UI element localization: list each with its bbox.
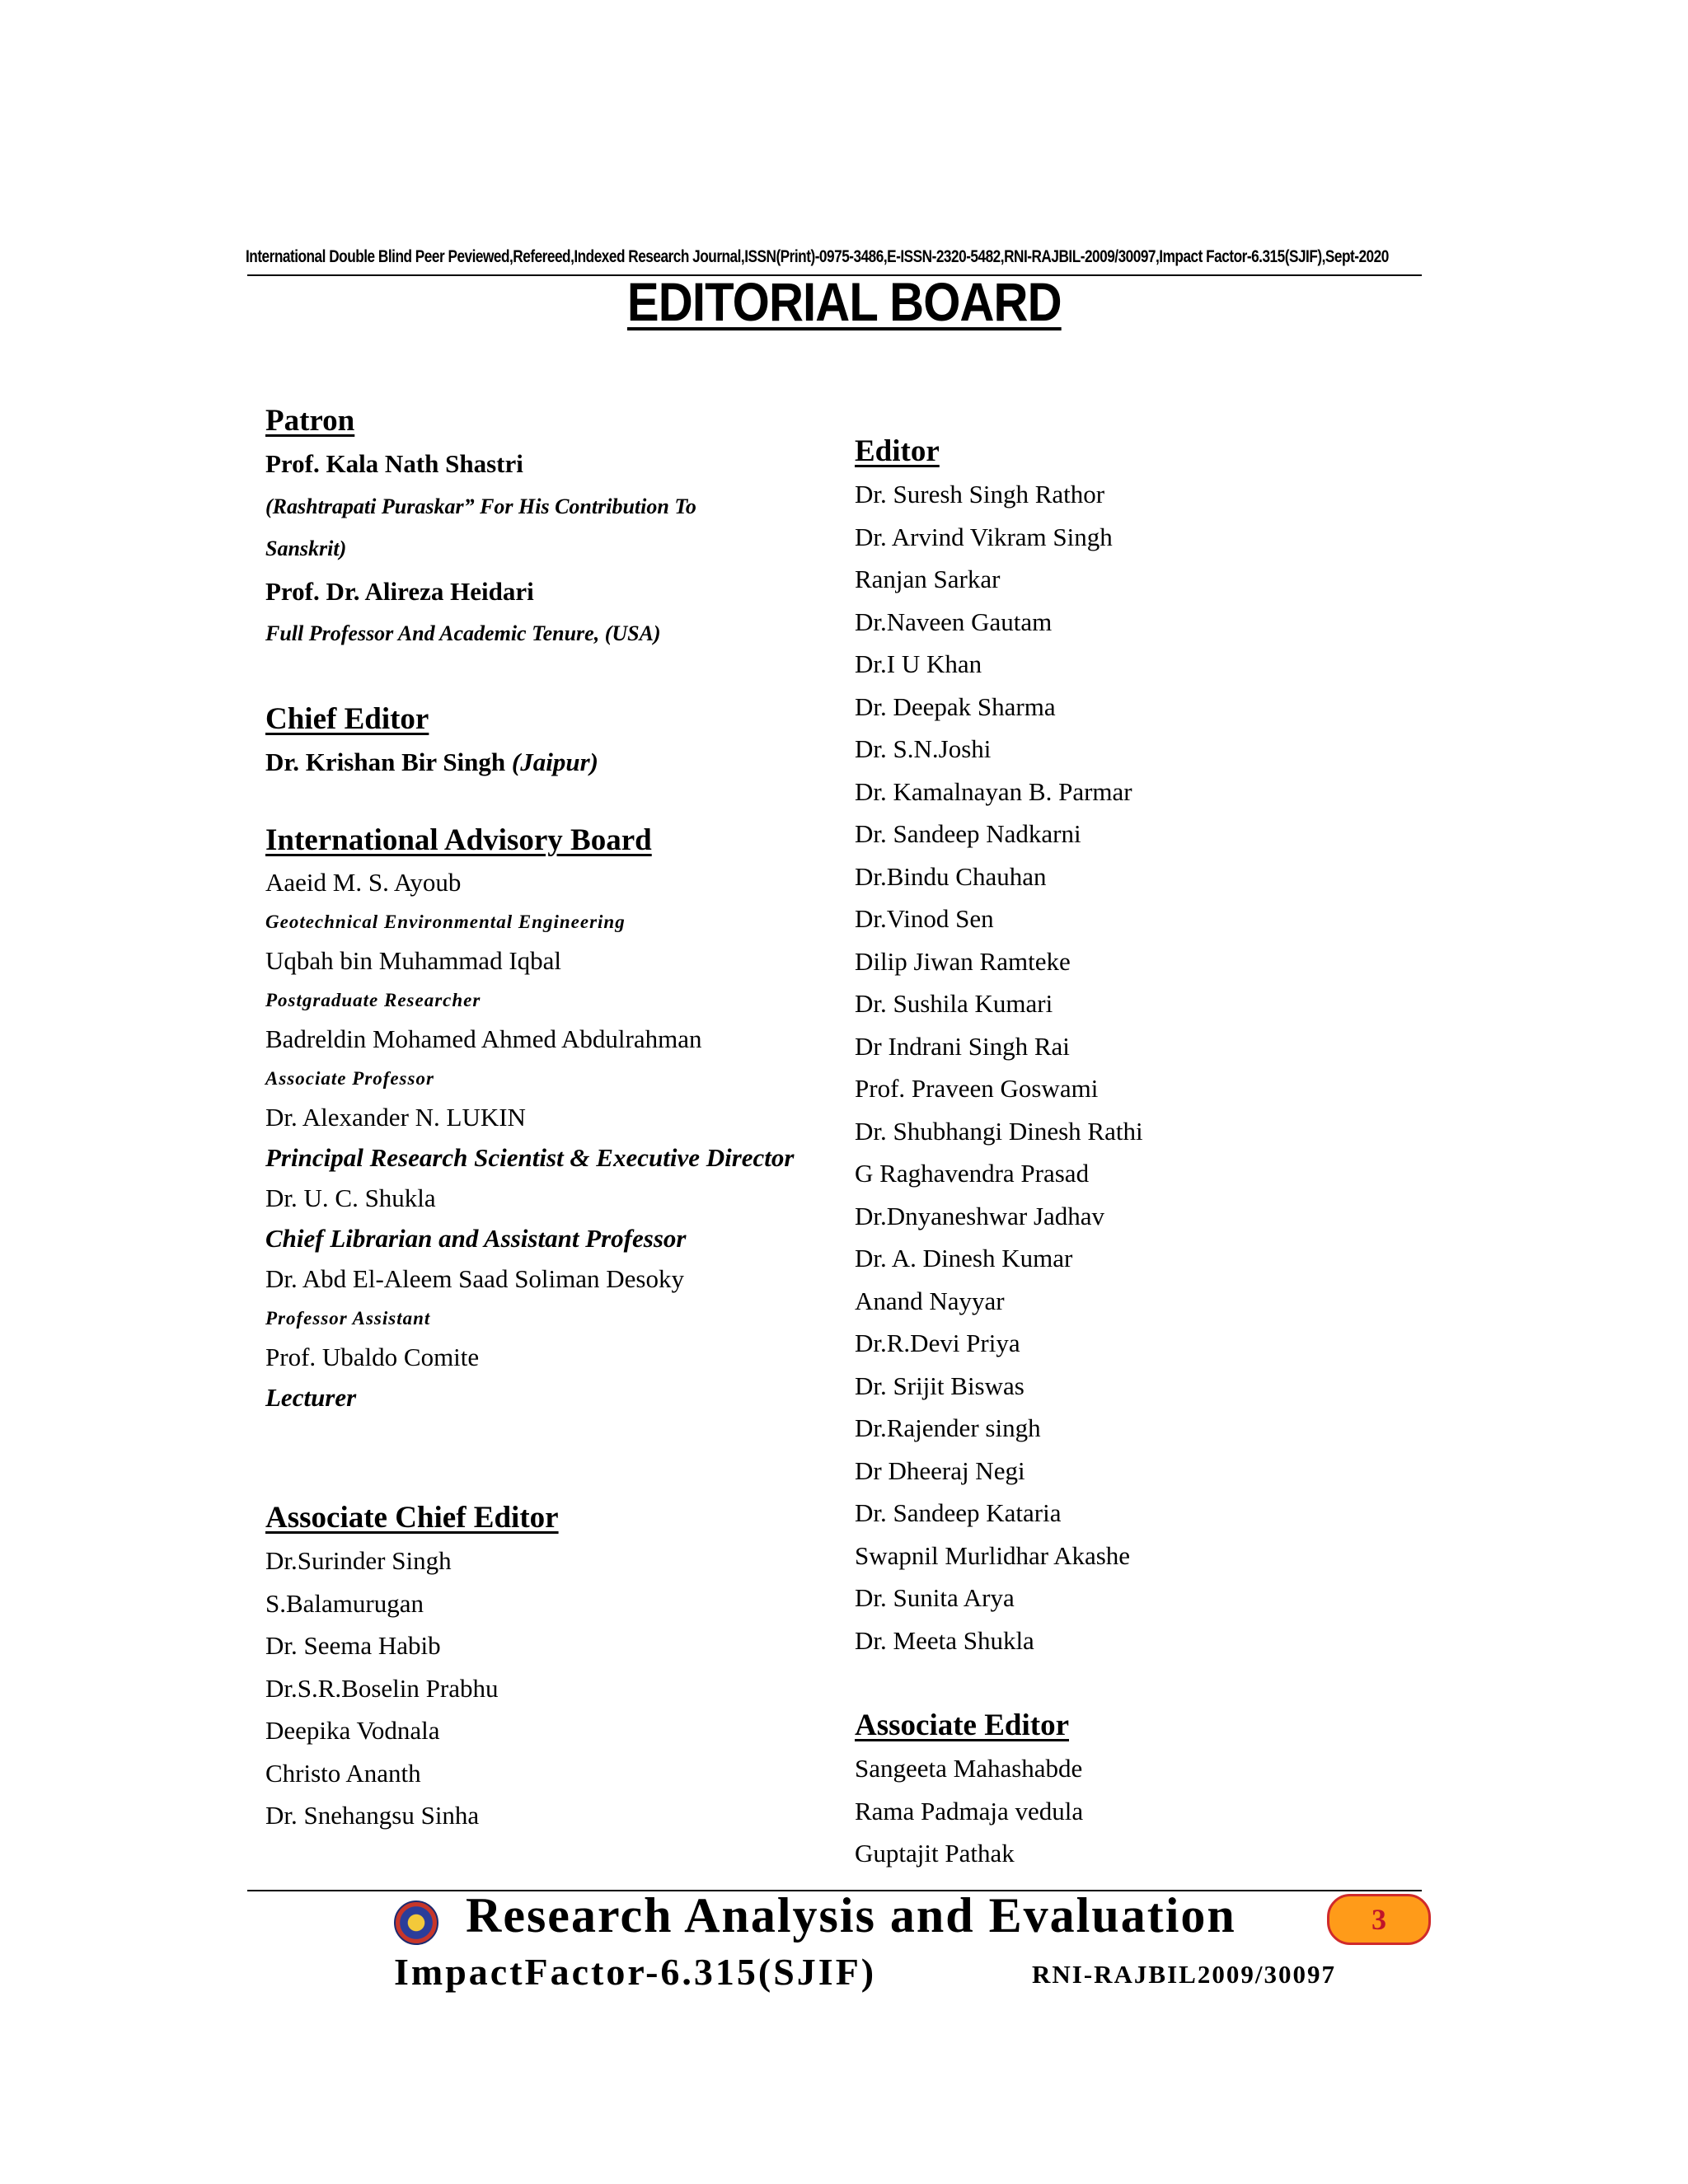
advisory-member-name: Prof. Ubaldo Comite	[265, 1343, 480, 1371]
associate-editor-name: Rama Padmaja vedula	[855, 1796, 1084, 1825]
patron-heading: Patron	[265, 404, 355, 438]
editor-name: Ranjan Sarkar	[855, 565, 1001, 593]
editor-name: Dr. S.N.Joshi	[855, 734, 992, 763]
advisory-member-role: Associate Professor	[265, 1068, 434, 1089]
page-title-text: EDITORIAL BOARD	[626, 271, 1062, 332]
journal-seal-icon	[394, 1900, 438, 1945]
editor-name: Dr.Vinod Sen	[855, 904, 994, 933]
editor-heading: Editor	[855, 434, 940, 468]
spacer	[265, 783, 842, 819]
editor-name: Dr. Sandeep Kataria	[855, 1498, 1062, 1527]
editor-name: Dr. Srijit Biswas	[855, 1371, 1025, 1400]
associate-chief-name: Deepika Vodnala	[265, 1716, 440, 1745]
advisory-member-name: Badreldin Mohamed Ahmed Abdulrahman	[265, 1024, 702, 1053]
advisory-member-name: Dr. U. C. Shukla	[265, 1183, 436, 1212]
editor-name: Dr. A. Dinesh Kumar	[855, 1244, 1073, 1272]
editor-name: Dr.Naveen Gautam	[855, 607, 1053, 636]
advisory-heading: International Advisory Board	[265, 823, 652, 857]
page-title	[0, 270, 1688, 333]
editor-name: Dr. Shubhangi Dinesh Rathi	[855, 1116, 1143, 1146]
patron-note: Full Professor And Academic Tenure, (USA)	[265, 621, 661, 645]
editor-name: Dr Dheeraj Negi	[855, 1455, 1025, 1485]
advisory-member-name: Dr. Alexander N. LUKIN	[265, 1103, 526, 1132]
chief-editor-name: Dr. Krishan Bir Singh	[265, 747, 506, 776]
editor-name: Dr. Sandeep Nadkarni	[855, 819, 1081, 848]
footer-journal-title: Research Analysis and Evaluation	[466, 1888, 1236, 1943]
chief-editor-place: (Jaipur)	[511, 747, 598, 776]
patron-note: Sanskrit)	[265, 537, 347, 560]
editor-name: Swapnil Murlidhar Akashe	[855, 1540, 1131, 1570]
associate-chief-name: Dr. Snehangsu Sinha	[265, 1801, 480, 1830]
advisory-member-role: Chief Librarian and Assistant Professor	[265, 1224, 687, 1253]
editor-name: G Raghavendra Prasad	[855, 1159, 1090, 1188]
editor-name: Dr. Sunita Arya	[855, 1583, 1015, 1612]
associate-chief-heading: Associate Chief Editor	[265, 1501, 559, 1535]
editor-name: Dr. Deepak Sharma	[855, 691, 1056, 721]
editor-name: Anand Nayyar	[855, 1286, 1005, 1315]
editor-name: Prof. Praveen Goswami	[855, 1074, 1099, 1103]
associate-chief-name: Dr. Seema Habib	[265, 1631, 441, 1660]
editor-name: Dr.Dnyaneshwar Jadhav	[855, 1201, 1105, 1230]
editor-name: Dr.I U Khan	[855, 649, 982, 678]
patron-note: (Rashtrapati Puraskar” For His Contribution To	[265, 494, 696, 518]
editor-name: Dr. Kamalnayan B. Parmar	[855, 776, 1132, 806]
associate-chief-name: Christo Ananth	[265, 1758, 421, 1788]
left-column	[265, 400, 842, 1837]
associate-editor-name: Sangeeta Mahashabde	[855, 1754, 1083, 1783]
editor-name: Dr.Bindu Chauhan	[855, 861, 1047, 891]
editor-name: Dr. Arvind Vikram Singh	[855, 522, 1113, 551]
editor-name: Dr. Suresh Singh Rathor	[855, 480, 1105, 509]
spacer	[265, 655, 842, 698]
patron-name: Prof. Kala Nath Shastri	[265, 449, 523, 478]
advisory-member-role: Lecturer	[265, 1383, 357, 1412]
advisory-member-role: Professor Assistant	[265, 1308, 431, 1329]
right-column	[855, 430, 1448, 1875]
chief-editor-line	[265, 741, 842, 784]
spacer	[855, 1661, 1448, 1704]
editor-name: Dr. Sushila Kumari	[855, 989, 1053, 1018]
editor-name: Dr. Meeta Shukla	[855, 1625, 1034, 1655]
advisory-member-role: Principal Research Scientist & Executive Director	[265, 1143, 795, 1172]
editor-name: Dilip Jiwan Ramteke	[855, 946, 1071, 976]
footer-impact-factor: ImpactFactor-6.315(SJIF)	[394, 1951, 877, 1993]
editor-name: Dr.Rajender singh	[855, 1413, 1041, 1442]
editor-name: Dr Indrani Singh Rai	[855, 1031, 1070, 1061]
spacer	[265, 1418, 842, 1497]
associate-chief-name: S.Balamurugan	[265, 1588, 424, 1618]
running-header: International Double Blind Peer Peviewed,Refereed,Indexed Research Journal,ISSN(Print)-0975-3486,E-ISSN-2320-5482,RNI-RAJBIL-2009/30097,Impact Factor-6.315(SJIF),Sept-2020	[246, 247, 1389, 266]
page-number-badge: 3	[1327, 1894, 1431, 1945]
associate-editor-name: Guptajit Pathak	[855, 1839, 1015, 1868]
chief-editor-heading: Chief Editor	[265, 701, 429, 736]
editor-name: Dr.R.Devi Priya	[855, 1329, 1020, 1357]
advisory-member-name: Aaeid M. S. Ayoub	[265, 868, 462, 897]
advisory-board	[265, 819, 842, 1418]
associate-editor-heading: Associate Editor	[855, 1708, 1069, 1742]
footer-rni: RNI-RAJBIL2009/30097	[1032, 1960, 1336, 1989]
advisory-member-role: Postgraduate Researcher	[265, 990, 481, 1010]
advisory-member-role: Geotechnical Environmental Engineering	[265, 912, 626, 932]
advisory-member-name: Dr. Abd El-Aleem Saad Soliman Desoky	[265, 1264, 684, 1293]
associate-chief-name: Dr.Surinder Singh	[265, 1546, 452, 1575]
patron-name: Prof. Dr. Alireza Heidari	[265, 576, 534, 606]
advisory-member-name: Uqbah bin Muhammad Iqbal	[265, 946, 562, 975]
associate-chief-name: Dr.S.R.Boselin Prabhu	[265, 1673, 499, 1703]
